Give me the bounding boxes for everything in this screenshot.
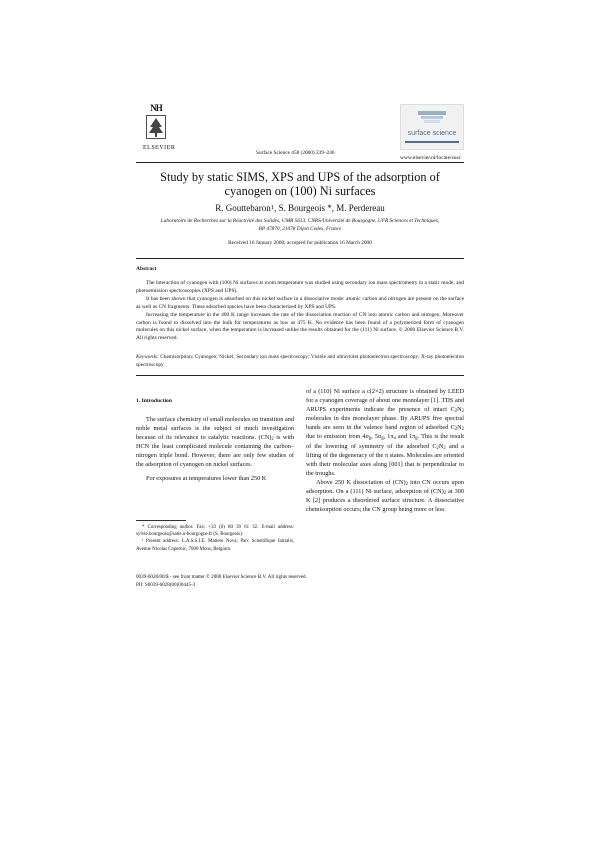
author-name: M. Perdereau — [336, 203, 385, 213]
publisher-name: ELSEVIER — [143, 145, 176, 151]
section-heading: 1. Introduction — [136, 398, 172, 404]
received-dates: Received 16 January 2000; accepted for publication 16 March 2000 — [228, 240, 372, 246]
journal-emblem-icon — [415, 109, 449, 125]
abstract-paragraph: Increasing the temperature in the 400 K range increases the rate of the dissociation reaction of CN into atomic carbon and nitrogen. Moreover carbon is found to dissolved into the bulk for temperatures as low as 475 K. No evidence has been found of a polymerized form of cyanogen molecules on this nickel surface, when the temperature is increased unlike the results obtained for the (111) Ni surface. © 2000 Elsevier Science B.V. All rights reserved. — [136, 311, 464, 342]
abstract-paragraph: It has been shown that cyanogen is adsorbed on this nickel surface in a dissociative mode: atomic carbon and nitrogen are present on the surface as well as CN fragments. These adsorbed species have been characterized by XPS and UPS. — [136, 295, 464, 310]
issn-line: 0039-6028/00/$ - see front matter © 2000 Elsevier Science B.V. All rights reserved. — [136, 574, 307, 580]
journal-logo — [400, 104, 464, 150]
journal-url[interactable]: www.elsevier.nl/locate/susc — [400, 155, 462, 161]
pii-line: PII: S0039-6028(00)00445-3 — [136, 582, 196, 588]
abstract-paragraph: The interaction of cyanogen with (100) Ni surfaces at room temperature was studied using secondary ion mass spectrometry in a static mode, and photoemission spectroscopies (XPS and UPS). — [136, 280, 464, 294]
keywords — [136, 354, 464, 370]
keywords-label: Keywords: — [136, 354, 159, 360]
author-name: R. Gouttebaron — [215, 203, 271, 213]
author-footnote-mark[interactable]: * — [327, 203, 332, 213]
publication-footer — [136, 573, 307, 589]
journal-citation: Surface Science 458 (2000) 239–246 — [256, 150, 335, 156]
body-paragraph: of a (110) Ni surface a c(2×2) structure is obtained by LEED for a cyanogen coverage of about one monolayer [1]. TDS and ARUPS experiments indicate the presence of intact $C_2N_2$ molecules in this monolayer phase. By ARUPS five spectral bands are seen in the valence band region of adsorbed $C_2N_2$ due to emission from $4\sigma_g$, $5\sigma_g$, $1\pi_u$ and $1\pi_g$. This is the result of the lowering of symmetry of the adsorbed $C_2N_2$ and a lifting of the degeneracy of the π states. Molecules are oriented with their molecular axes along [001] that is perpendicular to the troughs. — [306, 388, 464, 477]
abstract-heading: Abstract — [136, 266, 157, 272]
journal-logo-rule — [405, 141, 459, 143]
header-divider — [136, 162, 464, 163]
left-column — [136, 415, 294, 483]
footnote-divider — [136, 520, 186, 521]
tree-emblem-icon — [146, 115, 166, 139]
footnote: * Corresponding author. Fax: +33 (0) 80 39 61 32. E-mail address: sylvie.bourgeois@satie.u-bourgogne.fr (S. Bourgeois). — [136, 525, 294, 538]
abstract-body — [136, 280, 464, 343]
publisher-logo — [143, 103, 176, 151]
body-paragraph: The surface chemistry of small molecules on transition and noble metal surfaces is the subject of much investigation because of its relevance to catalytic reactions. $(CN)_2$ is with HCN the least complicated molecule containing the carbon–nitrogen triple bond. However, there are only few studies of the adsorption of cyanogen on nickel surfaces. — [136, 416, 294, 469]
affiliation: Laboratoire de Recherches sur la Réactivité des Solides, UMR 5613, CNRS/Université de Bourgogne, UFR Sciences et Techniques, BP 47870, 21078 Dijon Cedex, France — [160, 218, 440, 232]
abstract-top-divider — [136, 258, 464, 259]
keywords-list: Chemisorption; Cyanogen; Nickel; Secondary ion mass spectroscopy; Visible and ultraviolet photoelectron spectroscopy; X-ray photoelectron spectroscopy — [136, 354, 464, 368]
author-name: S. Bourgeois — [278, 203, 325, 213]
abstract-bottom-divider — [136, 375, 464, 376]
journal-logo-text: surface science — [407, 130, 457, 137]
body-paragraph: Above 250 K dissociation of $(CN)_2$ into CN occurs upon adsorption. On a (111) Ni surface, adsorption of $(CN)_2$ at 300 K [2] produces a disordered surface structure. A dissociative chemisorption occurs; the CN group being more or less — [306, 478, 465, 514]
article-title: Study by static SIMS, XPS and UPS of the adsorption of cyanogen on (100) Ni surfaces — [160, 170, 440, 198]
author-list: R. Gouttebaron$^1$, S. Bourgeois *, M. Perdereau — [215, 203, 385, 213]
right-column — [306, 387, 464, 514]
author-footnote-mark[interactable]: 1 — [270, 203, 275, 211]
footnotes — [136, 524, 294, 553]
footnote: ¹ Present address: L.A.S.S.I.E, Matiere Nova, Parc Scientifique Initialis, Avenue Nicolas Copernic, 7000 Mons, Belgium. — [136, 539, 294, 552]
body-paragraph: For exposures at temperatures lower than 250 K — [146, 474, 267, 482]
publisher-mark: NH — [150, 103, 162, 113]
